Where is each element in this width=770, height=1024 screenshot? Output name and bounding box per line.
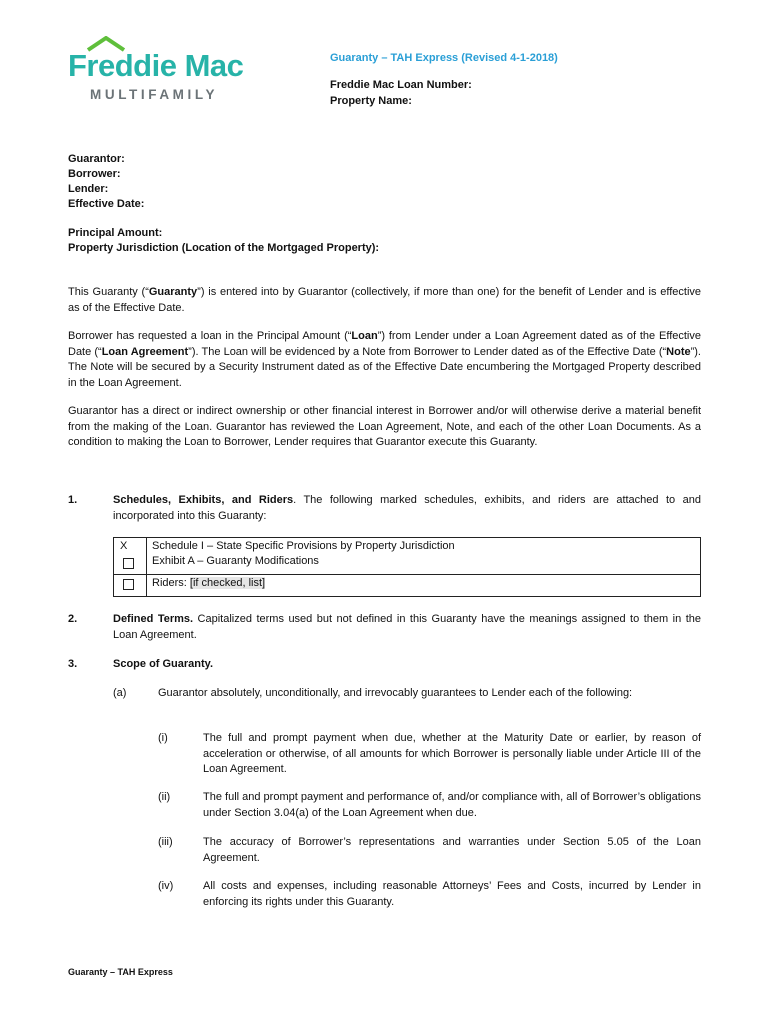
item-ii-label: (ii) xyxy=(158,791,171,803)
logo-wordmark: Freddie Mac xyxy=(68,48,244,83)
item-i-label: (i) xyxy=(158,732,168,744)
property-name-label: Property Name: xyxy=(330,95,412,107)
riders-label: Riders: [if checked, list] xyxy=(152,577,266,589)
section-3-heading: Scope of Guaranty. xyxy=(113,658,214,670)
lender-label: Lender: xyxy=(68,183,109,195)
schedule-1-mark[interactable]: X xyxy=(120,540,128,552)
section-2-text: Defined Terms. Capitalized terms used but not defined in this Guaranty have the meanings assigned to them in the Loan Agreement. xyxy=(113,613,701,641)
item-iii-text: The accuracy of Borrower’s representations and warranties under Section 5.05 of the Loan Agreement. xyxy=(203,836,701,864)
section-2-number: 2. xyxy=(68,613,78,625)
item-iv-label: (iv) xyxy=(158,880,174,892)
item-iii-label: (iii) xyxy=(158,836,173,848)
loan-number-label: Freddie Mac Loan Number: xyxy=(330,79,472,91)
guarantor-label: Guarantor: xyxy=(68,153,125,165)
page-footer: Guaranty – TAH Express xyxy=(68,967,173,977)
intro-paragraph-3: Guarantor has a direct or indirect ownership or other financial interest in Borrower and/or will otherwise derive a material benefit from the making of the Loan. Guarantor has reviewed the Loan Agreement, Note, and each of the other Loan Documents. As a condition to making the Loan to Borrower, Lender requires that Guarantor execute this Guaranty. xyxy=(68,405,701,448)
document-title: Guaranty – TAH Express (Revised 4-1-2018) xyxy=(330,52,558,64)
property-jurisdiction-label: Property Jurisdiction (Location of the Mortgaged Property): xyxy=(68,242,380,254)
riders-input-field[interactable]: [if checked, list] xyxy=(189,577,266,589)
borrower-label: Borrower: xyxy=(68,168,121,180)
logo-subtitle: MULTIFAMILY xyxy=(90,87,219,102)
schedules-table xyxy=(113,537,701,597)
intro-paragraph-2: Borrower has requested a loan in the Principal Amount (“Loan”) from Lender under a Loan Agreement dated as of the Effective Date (“Loan Agreement”). The Loan will be evidenced by a Note from Borrower to Lender dated as of the Effective Date (“Note”). The Note will be secured by a Security Instrument dated as of the Effective Date encumbering the Mortgaged Property described in the Loan Agreement. xyxy=(68,330,701,389)
exhibit-a-label: Exhibit A – Guaranty Modifications xyxy=(152,555,319,567)
section-3-number: 3. xyxy=(68,658,78,670)
riders-checkbox[interactable] xyxy=(123,579,134,590)
schedule-1-label: Schedule I – State Specific Provisions by Property Jurisdiction xyxy=(152,540,455,552)
section-3a-label: (a) xyxy=(113,687,127,699)
exhibit-a-checkbox[interactable] xyxy=(123,558,134,569)
section-1-number: 1. xyxy=(68,494,78,506)
item-i-text: The full and prompt payment when due, whether at the Maturity Date or earlier, by reason of acceleration or otherwise, of all amounts for which Borrower is personally liable under Article III of the Loan Agreement. xyxy=(203,732,701,775)
section-3a-text: Guarantor absolutely, unconditionally, and irrevocably guarantees to Lender each of the following: xyxy=(158,687,633,699)
item-ii-text: The full and prompt payment and performance of, and/or compliance with, all of Borrower’s obligations under Section 3.04(a) of the Loan Agreement when due. xyxy=(203,791,701,819)
section-1-text: Schedules, Exhibits, and Riders. The following marked schedules, exhibits, and riders are attached to and incorporated into this Guaranty: xyxy=(113,494,701,522)
effective-date-label: Effective Date: xyxy=(68,198,145,210)
intro-paragraph-1: This Guaranty (“Guaranty”) is entered into by Guarantor (collectively, if more than one) for the benefit of Lender and is effective as of the Effective Date. xyxy=(68,286,702,314)
item-iv-text: All costs and expenses, including reasonable Attorneys’ Fees and Costs, incurred by Lender in enforcing its rights under this Guaranty. xyxy=(203,880,701,908)
principal-amount-label: Principal Amount: xyxy=(68,227,163,239)
